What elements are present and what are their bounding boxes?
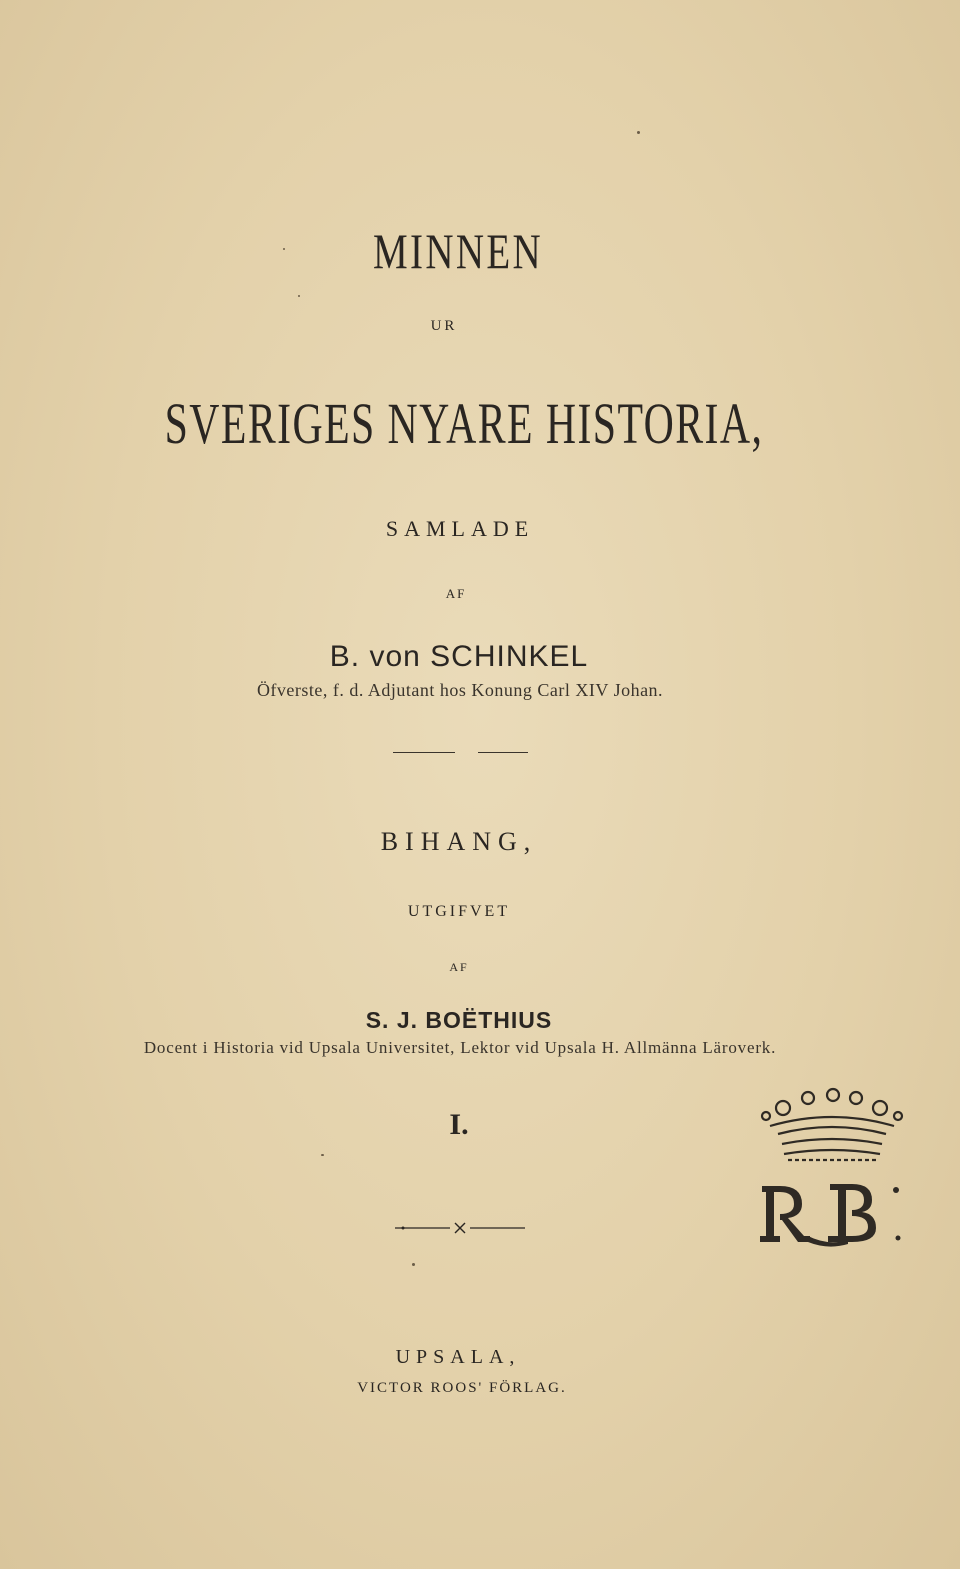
book-title: MINNEN [372, 223, 544, 279]
rule-left [393, 752, 455, 753]
paper-speck [321, 1154, 324, 1156]
paper-speck [637, 131, 640, 134]
bihang-label: BIHANG, [380, 827, 538, 856]
title-preposition: UR [430, 318, 458, 334]
paper-speck [283, 248, 285, 250]
author-name: B. von SCHINKEL [329, 640, 589, 673]
paper-speck [412, 1263, 415, 1266]
editor-title: Docent i Historia vid Upsala Universitet, Lektor vid Upsala H. Allmänna Läroverk. [143, 1038, 777, 1057]
book-subtitle: SVERIGES NYARE HISTORIA, [164, 391, 764, 456]
ornamental-divider [395, 1220, 525, 1236]
utgifvet-label: UTGIFVET [407, 903, 511, 920]
af-label-second: AF [449, 960, 469, 974]
samlade-label: SAMLADE [385, 516, 535, 541]
library-crown-stamp [748, 1086, 914, 1254]
rule-right [478, 752, 528, 753]
paper-speck [298, 295, 300, 297]
author-title: Öfverste, f. d. Adjutant hos Konung Carl XIV Johan. [256, 680, 664, 700]
volume-number: I. [449, 1108, 469, 1141]
imprint-place: UPSALA, [395, 1346, 521, 1368]
af-label-first: AF [445, 586, 467, 601]
editor-name: S. J. BOËTHIUS [365, 1007, 553, 1033]
imprint-publisher: VICTOR ROOS' FÖRLAG. [357, 1380, 567, 1396]
